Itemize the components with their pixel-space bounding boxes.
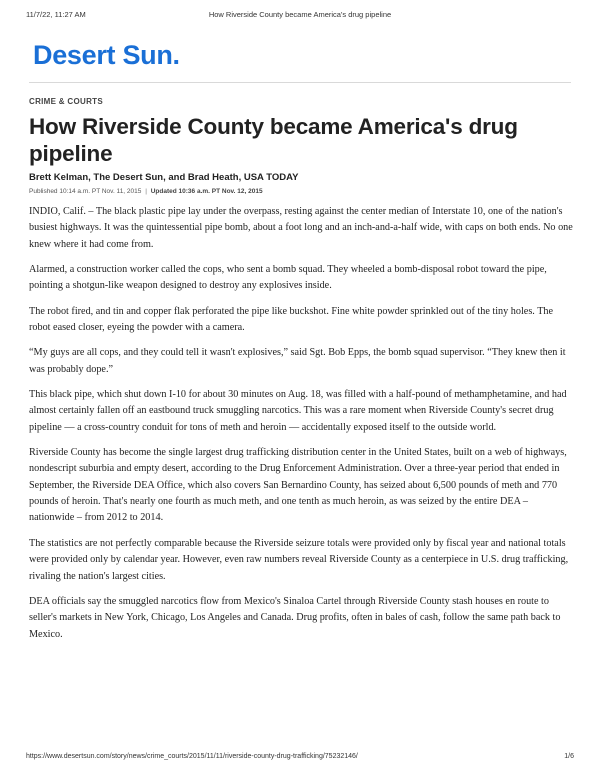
brand-name: Desert Sun bbox=[33, 40, 173, 70]
article-paragraph: The robot fired, and tin and copper flak perforated the pipe like buckshot. Fine white powder sprinkled out of the tiny holes. The robot eased closer, eyeing the powder with a camera. bbox=[29, 305, 554, 334]
print-datetime: 11/7/22, 11:27 AM bbox=[26, 10, 86, 19]
print-page-number: 1/6 bbox=[564, 753, 574, 760]
article-dates bbox=[29, 188, 263, 195]
article-paragraph: DEA officials say the smuggled narcotics flow from Mexico's Sinaloa Cartel through Riverside County stash houses en route to seller's markets in New York, Chicago, Los Angeles and Canada. Drug profits, often in bales of cash, follow the same path back to Mexico. bbox=[29, 595, 561, 640]
date-separator: | bbox=[145, 188, 147, 195]
header-divider bbox=[29, 82, 571, 83]
article-paragraph: INDIO, Calif. – The black plastic pipe lay under the overpass, resting against the center median of Interstate 10, one of the nation's busiest highways. It was the quintessential pipe bomb, about a foot long and an inch-and-a-half wide, with caps on both ends. No one knew where it had come from. bbox=[29, 206, 573, 250]
desert-sun-logo[interactable] bbox=[33, 40, 180, 71]
article-paragraph: The statistics are not perfectly comparable because the Riverside seizure totals were provided only by fiscal year and national totals were provided only by calendar year. However, even raw numbers reveal Riverside County as a centerpiece in U.S. drug trafficking, rivaling the nation's largest cities. bbox=[29, 537, 569, 582]
article-paragraph: This black pipe, which shut down I-10 for about 30 minutes on Aug. 18, was filled with a half-pound of methamphetamine, and had almost certainly fallen off an eastbound truck smuggling narcotics. This was a rare moment when Riverside County's secret drug pipeline — a cross-country conduit for tons of meth and heroin — accidentally exposed itself to the outside world. bbox=[29, 388, 567, 433]
article-headline: How Riverside County became America's drug pipeline bbox=[29, 114, 518, 166]
article-byline: Brett Kelman, The Desert Sun, and Brad Heath, USA TODAY bbox=[29, 172, 299, 183]
article-paragraph: Alarmed, a construction worker called the cops, who sent a bomb squad. They wheeled a bomb-disposal robot toward the pipe, pointing a shotgun-like weapon designed to destroy any explosives inside. bbox=[29, 264, 547, 292]
published-date: Published 10:14 a.m. PT Nov. 11, 2015 bbox=[29, 188, 142, 195]
print-url[interactable]: https://www.desertsun.com/story/news/crime_courts/2015/11/11/riverside-county-drug-trafficking/75232146/ bbox=[26, 753, 358, 760]
article-paragraph: Riverside County has become the single largest drug trafficking distribution center in the United States, built on a web of highways, nondescript suburbia and empty desert, according to the Drug Enforcement Administration. Over a three-year period that ended in September, the Riverside DEA Office, which also covers San Bernardino County, has seized about 6,500 pounds of meth and 770 pounds of heroin. That's nearly one fourth as much meth, and one tenth as much heroin, as was seized by the entire DEA – nationwide – from 2012 to 2014. bbox=[29, 446, 567, 524]
article-paragraph: “My guys are all cops, and they could tell it wasn't explosives,” said Sgt. Bob Epps, the bomb squad supervisor. “They knew then it was probably dope.” bbox=[29, 347, 566, 375]
print-header bbox=[26, 10, 574, 22]
updated-date: Updated 10:36 a.m. PT Nov. 12, 2015 bbox=[150, 188, 263, 195]
print-page-title: How Riverside County became America's drug pipeline bbox=[208, 10, 392, 19]
print-footer bbox=[26, 753, 574, 765]
article-body bbox=[29, 204, 573, 652]
brand-dot: . bbox=[172, 40, 180, 70]
section-label[interactable]: CRIME & COURTS bbox=[29, 97, 103, 106]
